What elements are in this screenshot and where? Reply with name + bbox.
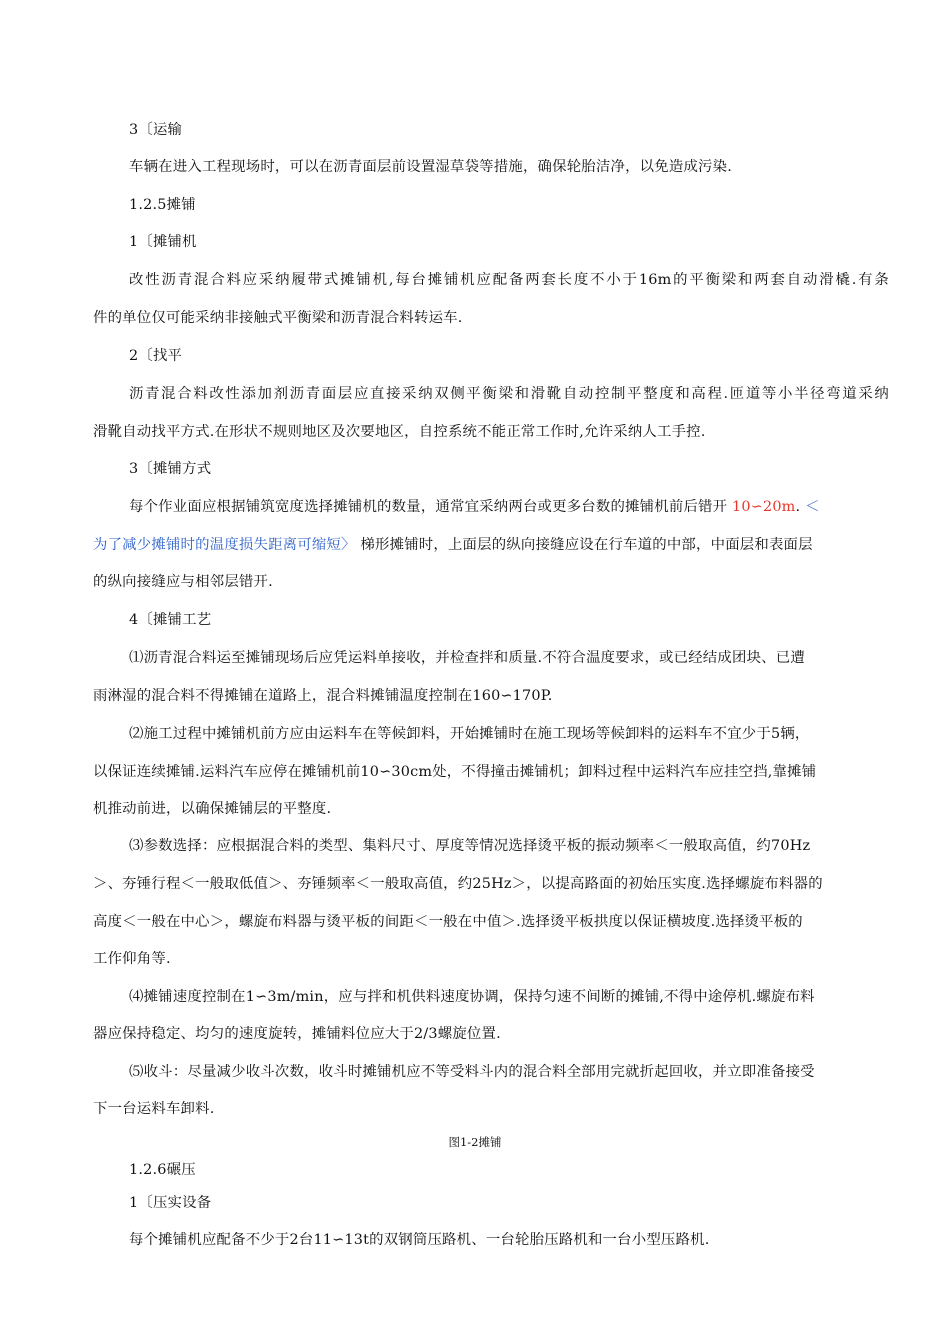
paver-heading: 1〔摊铺机 — [129, 234, 197, 250]
method-note-open: ＜ — [805, 499, 820, 515]
method-text-line2-main: 梯形摊铺时，上面层的纵向接缝应设在行车道的中部，中面层和表面层 — [360, 537, 813, 553]
rolling-section-title: 1.2.6碾压 — [129, 1162, 196, 1178]
process-item2-line2: 以保证连续摊铺.运料汽车应停在摊铺机前10∽30cm处，不得撞击摊铺机；卸料过程中运料汽车应挂空挡,靠摊铺 — [93, 764, 817, 780]
process-item4-line2: 器应保持稳定、均匀的速度旋转，摊铺料位应大于2/3螺旋位置. — [93, 1026, 501, 1042]
process-item5-line2: 下一台运料车卸料. — [93, 1101, 215, 1117]
transport-heading: 3〔运输 — [129, 122, 183, 138]
process-item4-line1: ⑷摊铺速度控制在1∽3m/min，应与拌和机供料速度协调，保持匀速不间断的摊铺,不得中途停机.螺旋布料 — [129, 989, 815, 1005]
equipment-text: 每个摊铺机应配备不少于2台11∽13t的双钢筒压路机、一台轮胎压路机和一台小型压路机. — [129, 1232, 710, 1248]
method-text-line1 — [129, 497, 820, 517]
method-text-line3: 的纵向接缝应与相邻层错开. — [93, 574, 273, 590]
method-offset-distance: 10∽20m — [732, 499, 796, 515]
transport-text: 车辆在进入工程现场时，可以在沥青面层前设置湿草袋等措施，确保轮胎洁净，以免造成污染. — [129, 159, 732, 175]
process-item3-line2: ＞、夯锤行程＜一般取低值＞、夯锤频率＜一般取高值，约25Hz＞，以提高路面的初始压实度.选择螺旋布料器的 — [93, 876, 823, 892]
process-item2-line1: ⑵施工过程中摊铺机前方应由运料车在等候卸料，开始摊铺时在施工现场等候卸料的运料车不宜少于5辆， — [129, 726, 810, 742]
leveling-text-line2: 滑靴自动找平方式.在形状不规则地区及次要地区，自控系统不能正常工作时,允许采纳人工手控. — [93, 424, 706, 440]
method-heading: 3〔摊铺方式 — [129, 461, 212, 477]
leveling-text-line1: 沥青混合料改性添加剂沥青面层应直接采纳双侧平衡梁和滑靴自动控制平整度和高程.匝道等小半径弯道采纳 — [129, 386, 889, 402]
figure-caption: 图1-2摊铺 — [448, 1135, 502, 1149]
method-text-line1-period: . — [795, 499, 801, 515]
method-text-line1-main: 每个作业面应根据铺筑宽度选择摊铺机的数量，通常宜采纳两台或更多台数的摊铺机前后错开 — [129, 499, 728, 515]
process-item3-line1: ⑶参数选择：应根据混合料的类型、集料尺寸、厚度等情况选择烫平板的振动频率＜一般取高值，约70Hz — [129, 838, 811, 854]
method-text-line2 — [93, 535, 813, 555]
paving-section-title: 1.2.5摊铺 — [129, 197, 196, 213]
paver-text-line1: 改性沥青混合料应采纳履带式摊铺机,每台摊铺机应配备两套长度不小于16m的平衡梁和两套自动滑橇.有条 — [129, 272, 889, 288]
process-item1-line2: 雨淋湿的混合料不得摊铺在道路上，混合料摊铺温度控制在160∽170P. — [93, 688, 553, 704]
method-note-text: 为了减少摊铺时的温度损失距离可缩短〉 — [93, 537, 356, 553]
process-item3-line4: 工作仰角等. — [93, 951, 171, 967]
paver-text-line2: 件的单位仅可能采纳非接触式平衡梁和沥青混合料转运车. — [93, 310, 463, 326]
process-item1-line1: ⑴沥青混合料运至摊铺现场后应凭运料单接收，并检查拌和质量.不符合温度要求，或已经结成团块、已遭 — [129, 650, 805, 666]
process-item5-line1: ⑸收斗：尽量减少收斗次数，收斗时摊铺机应不等受料斗内的混合料全部用完就折起回收，并立即准备接受 — [129, 1064, 815, 1080]
process-item3-line3: 高度＜一般在中心＞，螺旋布料器与烫平板的间距＜一般在中值＞.选择烫平板拱度以保证横坡度.选择烫平板的 — [93, 914, 803, 930]
leveling-heading: 2〔找平 — [129, 348, 183, 364]
process-item2-line3: 机推动前进，以确保摊铺层的平整度. — [93, 801, 332, 817]
process-heading: 4〔摊铺工艺 — [129, 612, 212, 628]
equipment-heading: 1〔压实设备 — [129, 1195, 212, 1211]
